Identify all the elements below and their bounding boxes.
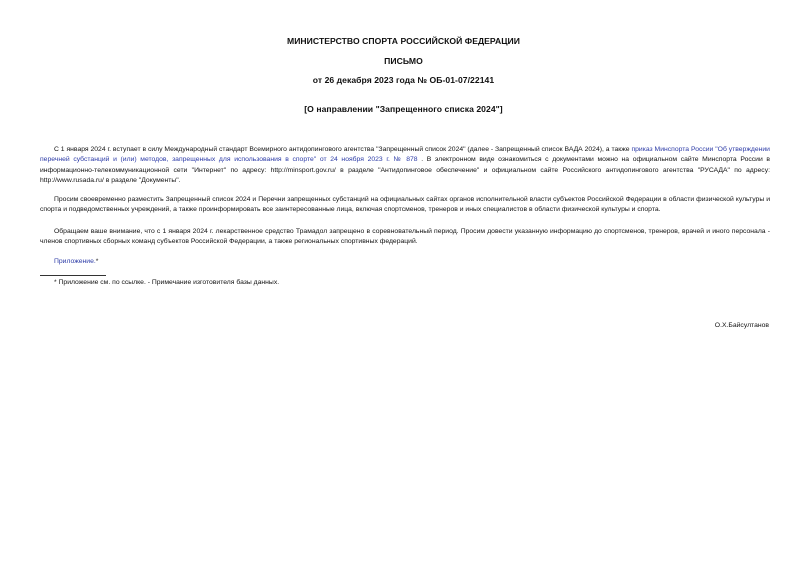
document-subject: [О направлении "Запрещенного списка 2024"] [304, 104, 503, 114]
document-date-number: от 26 декабря 2023 года № ОБ-01-07/22141 [312, 75, 495, 85]
paragraph-2-text: Просим своевременно разместить Запрещенный список 2024 и Перечни запрещенных субстанций на официальных сайтах органов исполнительной власти субъектов Российской Федерации в области физической культуры и спорта и подведомственных учреждений, а также проинформировать все заинтересованные лица, включая спортсменов, тренеров и иных специалистов в области физической культуры и спорта. [40, 196, 770, 214]
footnote: * Приложение см. по ссылке. - Примечание изготовителя базы данных. [54, 279, 280, 286]
ministry-heading: МИНИСТЕРСТВО СПОРТА РОССИЙСКОЙ ФЕДЕРАЦИИ [286, 36, 520, 46]
order-link[interactable]: приказ Минспорта России "Об утверждении перечней субстанций и (или) методов, запрещенных для использования в спорте" от 24 ноября 2023 г. № 878 [40, 146, 770, 164]
paragraph-1 [40, 145, 770, 187]
paragraph-1-text-start: С 1 января 2024 г. вступает в силу Международный стандарт Всемирного антидопингового агентства "Запрещенный список 2024" (далее - Запрещенный список ВАДА 2024), а также [54, 146, 632, 153]
footnote-divider [40, 275, 106, 276]
signature: О.Х.Байсултанов [714, 322, 769, 329]
paragraph-2 [40, 195, 770, 216]
appendix-link[interactable]: Приложение. [54, 258, 96, 265]
paragraph-3-text: Обращаем ваше внимание, что с 1 января 2024 г. лекарственное средство Трамадол запрещено в соревновательный период. Просим довести указанную информацию до спортсменов, тренеров, врачей и иного персонала - членов спортивных сборных команд субъектов Российской Федерации, а также региональных спортивных федераций. [40, 228, 770, 246]
paragraph-3 [40, 227, 770, 248]
appendix-marker: * [95, 258, 99, 265]
paragraph-1-text-end: . В электронном виде ознакомиться с документами можно на официальном сайте Минспорта России в информационно-телекоммуникационной сети "Интернет" по адресу: http://minsport.gov.ru/ в разделе "Антидопинговое обеспечение" и официальном сайте Российского антидопингового агентства "РУСАДА" по адресу: http://www.rusada.ru/ в разделе "Документы". [40, 156, 770, 185]
document-type: ПИСЬМО [384, 56, 423, 66]
appendix-line [54, 258, 98, 265]
